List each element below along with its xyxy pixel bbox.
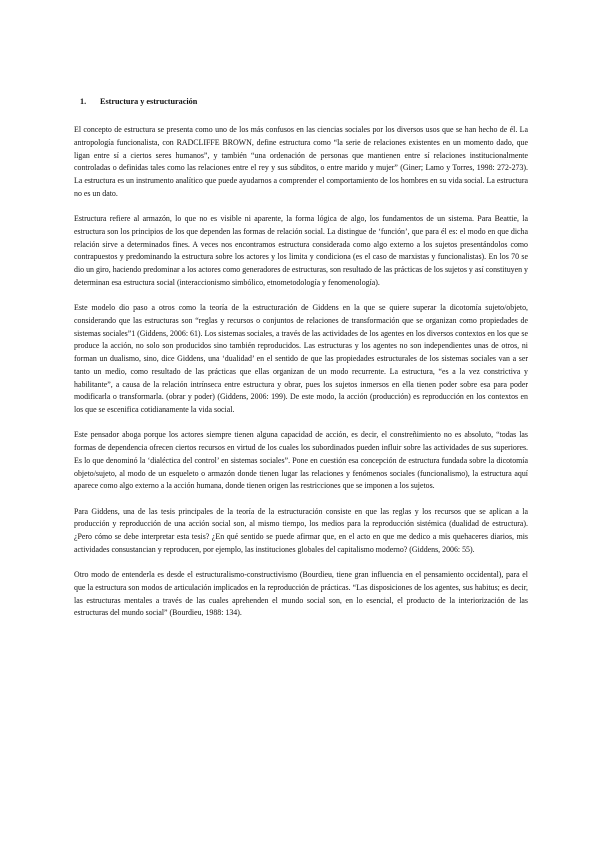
paragraph-2: Estructura refiere al armazón, lo que no es visible ni aparente, la forma lógica de algo, los fundamentos de un sistema. Para Beattie, la estructura son los principios de los que dependen las formas de relación social. La distingue de ‘función’, que para él es: el modo en que dicha relación sirve a determinados fines. A veces nos encontramos estructura considerada como algo externo a los sujetos presentándolos como contrapuestos y predominando la estructura sobre los actores y los limita y condiciona (es el caso de marxistas y funcionalistas). En los 70 se dio un giro, haciendo predominar a los actores como generadores de estructuras, son resultado de las prácticas de los sujetos y así constituyen y determinan esa estructura social (interaccionismo simbólico, etnometodología y fenomenología).	[74, 214, 528, 287]
paragraph-3: Este modelo dio paso a otros como la teoría de la estructuración de Giddens en la que se quiere superar la dicotomía sujeto/objeto, considerando que las estructuras son “reglas y recursos o conjuntos de relaciones de transformación que se organizan como propiedades de sistemas sociales”1 (Giddens, 2006: 61). Los sistemas sociales, a través de las actividades de los agentes en los diversos contextos en los que se produce la acción, no solo son producidos sino también reproducidos. Las estructuras y los agentes no son independientes unas de otros, ni forman un dualismo, sino, dice Giddens, una ‘dualidad’ en el sentido de que las propiedades estructurales de los sistemas sociales van a ser tanto un medio, como resultado de las prácticas que ellas organizan de un modo recurrente. La estructura, “es a la vez constrictiva y habilitante”, a causa de la relación intrínseca entre estructura y obrar, pues los sujetos inmersos en ella tienen poder sobre esa para poder modificarla o transformarla. (obrar y poder) (Giddens, 2006: 199). De este modo, la acción (producción) es reproducción en los contextos en los que se escenifica cotidianamente la vida social.	[74, 303, 528, 414]
section-number: 1.	[80, 97, 87, 106]
paragraph-1: El concepto de estructura se presenta como uno de los más confusos en las ciencias sociales por los diversos usos que se han hecho de él. La antropología funcionalista, con RADCLIFFE BROWN, define estructura como “la serie de relaciones existentes en un momento dado, que ligan entre sí a ciertos seres humanos”, y también “una ordenación de personas que mantienen entre sí relaciones institucionalmente controladas o definidas tales como las relaciones entre el rey y sus súbditos, o entre marido y mujer” (Giner; Lamo y Torres, 1998: 272-273). La estructura es un instrumento analítico que puede ayudarnos a comprender el comportamiento de los hombres en su vida social. La estructura no es un dato.	[74, 125, 528, 198]
paragraph-6: Otro modo de entenderla es desde el estructuralismo-constructivismo (Bourdieu, tiene gran influencia en el pensamiento occidental), para el que la estructura son modos de articulación implicados en la reproducción de prácticas. “Las disposiciones de los agentes, sus habitus; es decir, las estructuras mentales a través de las cuales aprehenden el mundo social son, en lo esencial, el producto de la interiorización de las estructuras del mundo social” (Bourdieu, 1988: 134).	[74, 570, 528, 618]
section-heading	[80, 96, 528, 108]
paragraph-5: Para Giddens, una de las tesis principales de la teoría de la estructuración consiste en que las reglas y los recursos que se aplican a la producción y reproducción de una acción social son, al mismo tiempo, los medios para la reproducción sistémica (dualidad de estructura). ¿Pero cómo se debe interpretar esta tesis? ¿En qué sentido se puede afirmar que, en el acto en que me dedico a mis quehaceres diarios, mis actividades consustancian y reproducen, por ejemplo, las instituciones globales del capitalismo moderno? (Giddens, 2006: 55).	[74, 506, 528, 554]
section-title: Estructura y estructuración	[100, 97, 198, 106]
document-body	[74, 96, 528, 633]
paragraph-4: Este pensador aboga porque los actores siempre tienen alguna capacidad de acción, es decir, el constreñimiento no es absoluto, “todas las formas de dependencia ofrecen ciertos recursos en virtud de los cuales los subordinados pueden influir sobre las actividades de sus superiores. Es lo que denominó la ‘dialéctica del control’ en sistemas sociales”. Pone en cuestión esa concepción de estructura fundada sobre la dicotomía objeto/sujeto, al modo de un esqueleto o armazón donde tienen lugar las relaciones y fenómenos sociales (funcionalismo), la estructura aquí aparece como algo externo a la acción humana, donde tienen origen las restricciones que se imponen a los sujetos.	[74, 430, 528, 491]
